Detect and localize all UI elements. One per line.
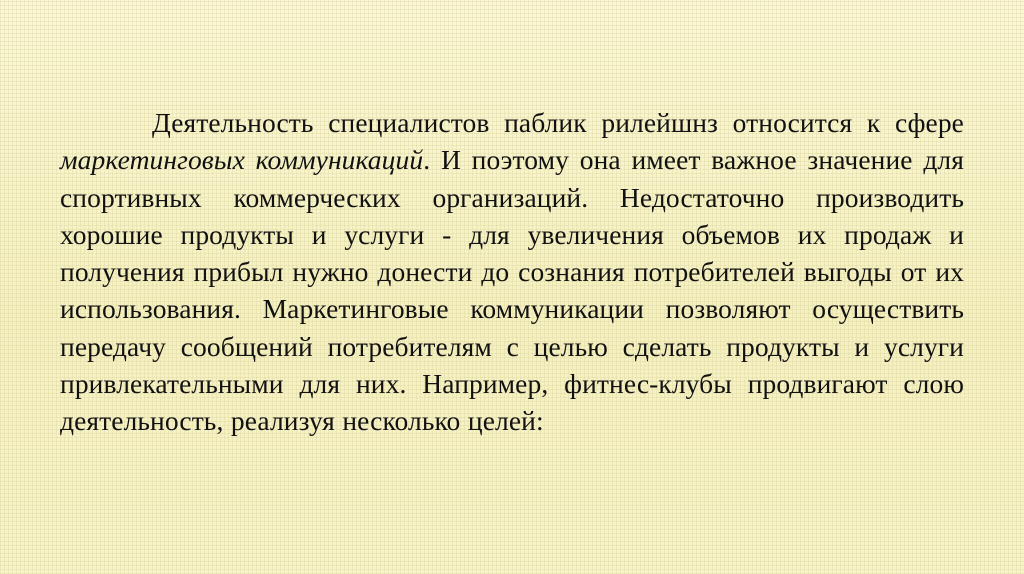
slide-content-area xyxy=(60,104,964,439)
paragraph-emphasis: маркетинговых коммуникаций xyxy=(60,144,424,176)
paragraph-text-part-1: Деятельность специалистов паблик рилейшнз относится к сфере xyxy=(152,107,964,138)
body-paragraph xyxy=(60,104,964,439)
paragraph-text-part-2: . И поэтому она имеет важное значение для спортивных коммерческих организаций. Недостаточно производить хорошие продукты и услуги - для увеличения объемов их продаж и получения прибыл нужно донести до сознания потребителей выгоды от их использования. Маркетинговые коммуникации позволяют осуществить передачу сообщений потребителям с целью сделать продукты и услуги привлекательными для них. Например, фитнес-клубы продвигают слою деятельность, реализуя несколько целей: xyxy=(60,144,964,436)
